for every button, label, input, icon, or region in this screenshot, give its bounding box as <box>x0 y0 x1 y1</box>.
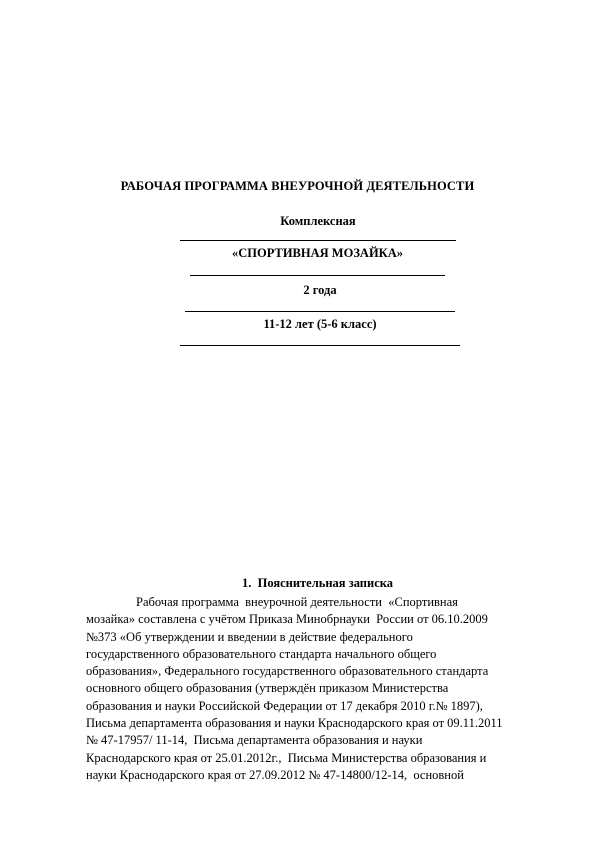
program-type-field: Комплексная <box>280 214 356 228</box>
body-line: Рабочая программа внеурочной деятельности «Спортивная <box>86 595 458 609</box>
section-heading <box>0 576 595 591</box>
section-body <box>86 594 534 784</box>
program-duration-underline <box>185 311 455 312</box>
section-heading-text: Пояснительная записка <box>257 576 394 590</box>
body-line: № 47-17957/ 11-14, Письма департамента образования и науки <box>86 733 423 748</box>
student-age-field: 11-12 лет (5-6 класс) <box>263 317 377 331</box>
program-name-underline <box>190 275 445 276</box>
body-line: образования и науки Российской Федерации от 17 декабря 2010 г.№ 1897), <box>86 698 483 713</box>
body-line: науки Краснодарского края от 27.09.2012 № 47-14800/12-14, основной <box>86 767 464 782</box>
student-age-underline <box>180 345 460 346</box>
body-line: основного общего образования (утверждён приказом Министерства <box>86 681 449 696</box>
body-line: государственного образовательного стандарта начального общего <box>86 646 437 661</box>
program-type-underline <box>180 240 456 241</box>
body-line: Письма департамента образования и науки Краснодарского края от 09.11.2011 <box>86 716 503 731</box>
body-line: образования», Федерального государственного образовательного стандарта <box>86 664 489 679</box>
document-title: РАБОЧАЯ ПРОГРАММА ВНЕУРОЧНОЙ ДЕЯТЕЛЬНОСТИ <box>120 179 475 193</box>
program-duration-field: 2 года <box>303 283 337 297</box>
section-number: 1. <box>241 576 252 590</box>
body-line: Краснодарского края от 25.01.2012г., Письма Министерства образования и <box>86 750 487 765</box>
body-line: №373 «Об утверждении и введении в действие федерального <box>86 629 413 644</box>
program-name-field: «СПОРТИВНАЯ МОЗАЙКА» <box>231 246 404 260</box>
body-line: мозайка» составлена с учётом Приказа Минобрнауки России от 06.10.2009 <box>86 612 488 627</box>
